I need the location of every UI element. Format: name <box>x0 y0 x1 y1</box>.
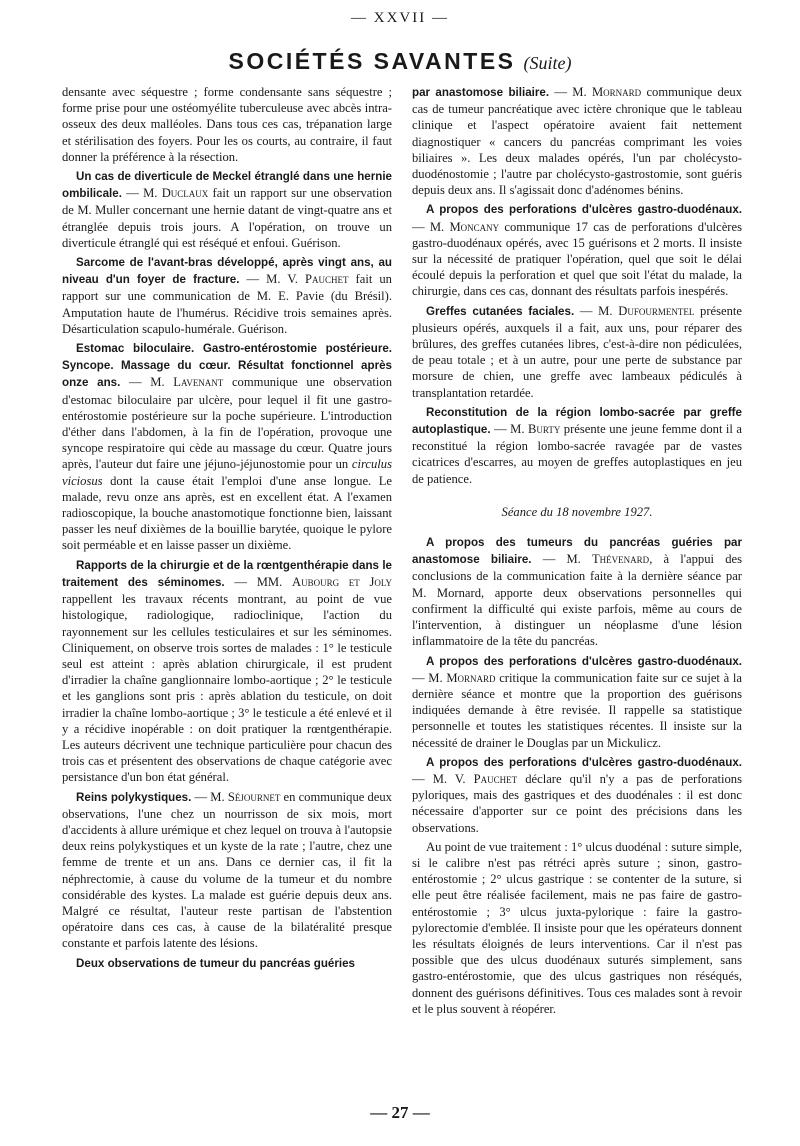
entry-heading: Greffes cutanées faciales. <box>426 304 575 318</box>
entry-author: Duclaux <box>161 186 209 201</box>
spacer <box>412 487 742 490</box>
entry-heading: A propos des perforations d'ulcères gastro-duodénaux. <box>426 654 742 668</box>
entry-author: Lavenant <box>173 375 224 390</box>
entry-text: rappellent les travaux récents montrant, au point de vue histologique, radiologique, radioclinique, l'action du rayonnement sur les cellules testiculaires et sur les séminomes. Cliniquement, on observe trois sortes de malades : 1° le testicule seul est atteint : après ablation chirurgicale, il est prudent d'irradier la chaîne ganglionnaire lombo-aortique ; 2° le testicule et les ganglions sont pris : après ablation du testicule, on doit irradier la chaîne lombo-aortique ; 3° le testicule a été enlevé et il y a récidive inopérable : on doit pratiquer la rœntgenthérapie. Les auteurs décrivent une technique particulière pour chacun des trois cas et présentent des observations de chaque catégorie avec persistance d'un bon état général. <box>62 592 392 785</box>
entry-text: communique deux cas de tumeur pancréatique avec ictère chronique que le tableau clinique et l'aspect opératoire avaient fait nettement diagnostiquer « cancers du pancréas comprimant les voies biliaires ». Les deux malades opérés, l'un par cholécysto-duodénostomie ; l'autre par cholécysto-gastrostomie, sont guéris depuis deux ans. Il s'agissait donc d'adénomes bénins. <box>412 85 742 198</box>
spacer <box>62 972 392 975</box>
entry-author-prefix: — M. <box>126 186 162 201</box>
entry-text: en communique deux observations, l'une chez un nourrisson de six mois, mort d'accidents à allure urémique et chez lequel on trouva à l'autopsie deux reins polykystiques et un kyste de la rate ; l'autre, chez une femme de trente et un ans. Dans ce dernier cas, il fit la néphrectomie, à cause du volume de la tumeur et du nombre considérable des kystes. La malade est guérie depuis deux ans. Malgré ce résultat, l'auteur reste partisan de l'abstention opératoire dans ces cas, à cause de la bilatéralité presque constante et parfois latente des lésions. <box>62 789 392 951</box>
roman-page-number: — XXVII — <box>351 10 449 26</box>
section-title-text: SOCIÉTÉS SAVANTES <box>228 48 516 74</box>
continued-paragraph <box>62 84 392 165</box>
entry-author: Mornard <box>591 85 642 99</box>
entry-author: Burty <box>527 422 561 437</box>
entry-author-prefix: — M. <box>129 375 174 390</box>
entry-text: présente plusieurs opérés, auxquels il a fait, aux uns, pour réparer des brûlures, des greffes cutanées libres, c'est-à-dire non pédiculées, de peau totale ; et à un autre, pour une perte de substance par morsure de chien, une greffe avec lambeaux pédiculés à transplantation retardée. <box>412 303 742 400</box>
report-entry <box>412 84 742 198</box>
report-entry <box>62 168 392 251</box>
report-entry <box>62 340 392 554</box>
entry-text: présente une jeune femme dont il a reconstitué la région lombo-sacrée ravagée par de vastes cicatrices d'escarres, au moyen de greffes autoplastiques en jeu de patience. <box>412 422 742 486</box>
report-entry <box>62 955 392 972</box>
entry-author-prefix: — M. <box>412 670 447 685</box>
entry-heading: Sarcome de l'avant-bras développé, après vingt ans, au niveau d'un foyer de fracture. <box>62 256 392 287</box>
entry-heading: Estomac biloculaire. Gastro-entérostomie postérieure. Syncope. Massage du cœur. Résultat fonctionnel après onze ans. <box>62 342 392 390</box>
entry-author: Séjournet <box>227 789 281 804</box>
section-title <box>0 48 800 75</box>
entry-author: Pauchet <box>305 272 349 287</box>
entry-author-prefix: — M. <box>542 552 592 567</box>
entry-heading: Rapports de la chirurgie et de la rœntgenthérapie dans le traitement des séminomes. <box>62 558 392 589</box>
session-date <box>412 504 742 520</box>
entry-author: Mornard <box>446 670 496 685</box>
entry-author: Pauchet <box>473 771 518 786</box>
entry-text: fait un rapport sur une observation de M. Muller concernant une hernie datant de vingt-quatre ans et étranglée depuis trois jours. A l'opération, on trouve un diverticule étranglé qui est réséqué et enfoui. Guérison. <box>62 186 392 250</box>
report-entry <box>412 534 742 649</box>
entry-author-prefix: — MM. <box>234 574 292 589</box>
entry-author-prefix: — M. V. <box>412 771 474 786</box>
entry-author-prefix: — M. <box>554 85 592 99</box>
session-date-text: Séance du 18 novembre 1927. <box>501 504 653 519</box>
entry-heading: par anastomose biliaire. <box>412 86 550 99</box>
report-entry <box>62 789 392 952</box>
entry-author-prefix: — M. <box>194 789 228 804</box>
entry-author-prefix: — M. V. <box>246 272 305 287</box>
entry-text: déclare qu'il n'y a pas de perforations pyloriques, mais des gastriques et des duodénales : il est donc nécessaire d'apporter sur ce point des précisions dans les observations. <box>412 771 742 835</box>
entry-author-prefix: — M. <box>412 219 450 234</box>
report-entry <box>412 201 742 299</box>
entry-text: fait un rapport sur une communication de M. E. Pavie (du Brésil). Amputation haute de l'humérus. Récidive trois semaines après. Désarticulation scapulo-humérale. Guérison. <box>62 272 392 336</box>
report-entry <box>412 754 742 836</box>
entry-author: Thévenard <box>591 552 650 567</box>
report-entry <box>412 653 742 751</box>
entry-text: , à l'appui des conclusions de la communication faite à la dernière séance par M. Mornard, apporte deux observations personnelles qui confirment la difficulté qui existe parfois, même au cours de l'intervention, à distinguer un néoplasme d'une lésion inflammatoire de la tête du pancréas. <box>412 552 742 649</box>
paragraph-text: densante avec séquestre ; forme condensante sans séquestre ; forme prise pour une ostéomyélite tuberculeuse avec abcès intra-osseux des deux malléoles. Dans tous ces cas, trépanation large et stérilisation des foyers. Pour les os courts, au contraire, il faut donner la préférence à la résection. <box>62 85 392 164</box>
entry-heading: Deux observations de tumeur du pancréas guéries <box>76 956 355 970</box>
paragraph-text: Au point de vue traitement : 1° ulcus duodénal : suture simple, si le calibre n'est pas rétréci après suture ; sinon, gastro-entérostomie ; 2° ulcus gastrique : se contenter de la suture, si elle peut être réalisée facilement, mais ne pas faire de gastro-entérostomie ; 3° ulcus juxta-pylorique : faire la gastro-pylorectomie d'emblée. Il insiste pour que les opérateurs donnent les résultats éloignés de leurs interventions. Car il n'est pas possible que des ulcus duodénaux suturés simplement, sans gastro-entérostomie, que des ulcus gastriques non réséqués, donnent des guérisons définitives. Tous ces malades sont à revoir et le plus souvent à réopérer. <box>412 839 742 1016</box>
entry-text: critique la communication faite sur ce sujet à la dernière séance et montre que la proportion des guérisons indiquées demande à être revisée. Il rappelle sa statistique personnelle et toutes les statistiques récentes. Il insiste sur la nécessité de drainer le Douglas par un Mickulicz. <box>412 670 742 750</box>
entry-author: Dufourmentel <box>618 303 695 318</box>
left-column <box>62 84 392 975</box>
report-entry <box>412 404 742 487</box>
entry-author-prefix: — M. <box>579 303 619 318</box>
entry-heading: Reins polykystiques. <box>76 790 192 804</box>
report-entry <box>62 254 392 337</box>
entry-author-prefix: — M. <box>494 422 528 437</box>
entry-text-after: dont la cause était l'emploi d'une anse longue. Le malade, revu onze ans après, est en excellent état. A l'examen radioscopique, la bouche anastomotique fonctionne bien, laissant passer les neuf dixièmes de la bouillie barytée, quoique le pylore soit perméable et en laisse passer un dixième. <box>62 473 392 553</box>
entry-heading: A propos des perforations d'ulcères gastro-duodénaux. <box>426 203 742 217</box>
entry-heading: Un cas de diverticule de Meckel étranglé dans une hernie ombilicale. <box>62 170 392 201</box>
entry-author: Moncany <box>449 219 500 234</box>
report-entry <box>62 557 392 786</box>
entry-heading: A propos des tumeurs du pancréas guéries par anastomose biliaire. <box>412 536 742 567</box>
entry-heading: Reconstitution de la région lombo-sacrée par greffe autoplastique. <box>412 405 742 437</box>
entry-text: communique 17 cas de perforations d'ulcères gastro-duodénaux opérés, avec 15 guérisons et 2 morts. Il insiste sur la nécessité de pratiquer l'opération, quel que soit le délai écoulé depuis la perforation et quel que soit l'état du malade, la chirurgie, dans ces cas, donnant des résultats parfois inespérés. <box>412 219 742 299</box>
report-entry <box>412 303 742 401</box>
page-folio: — 27 — <box>370 1103 430 1122</box>
paragraph <box>412 839 742 1017</box>
section-title-suite: (Suite) <box>523 53 572 73</box>
entry-italic: circulus viciosus <box>62 457 392 488</box>
entry-heading: A propos des perforations d'ulcères gastro-duodénaux. <box>426 755 742 769</box>
entry-author: Aubourg et Joly <box>291 574 393 589</box>
entry-text: communique une observation d'estomac biloculaire par ulcère, pour lequel il fit une gastro-entérostomie postérieure sur la poche supérieure. L'introduction d'éther dans l'abdomen, à la fin de l'opération, provoque une syncope respiratoire qui cède au massage du cœur. Quatre jours après, l'auteur dut faire une jéjuno-jéjunostomie pour un <box>62 375 392 472</box>
right-column <box>412 84 742 1017</box>
